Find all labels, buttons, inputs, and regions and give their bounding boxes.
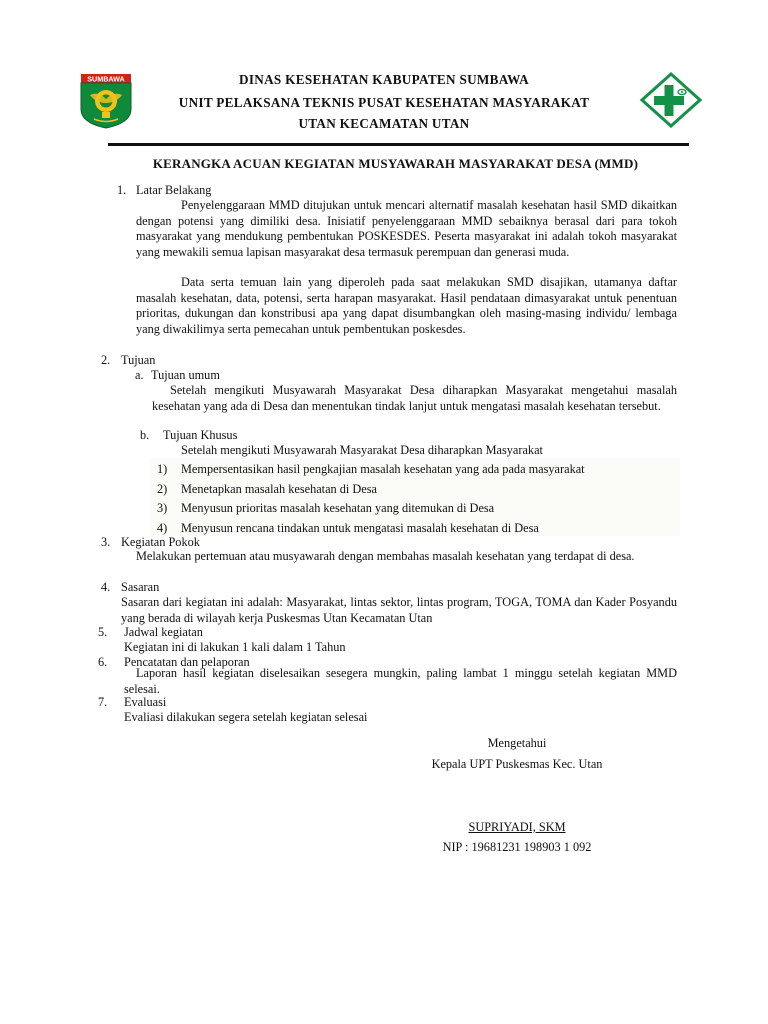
section-7-text: Evaliasi dilakukan segera setelah kegiatan selesai [124,710,368,724]
section-1-paragraph-2: Data serta temuan lain yang diperoleh pada saat melakukan SMD disajikan, utamanya daftar masalah kesehatan, data, potensi, serta harapan masyarakat. Hasil pendataan dimasyarakat untuk penentuan prioritas, dukungan dan konstribusi apa yang dapat disumbangkan oleh masing-masing individu/ lembaga yang diwakilimya serta pemecahan untuk pembentukan poskesdes. [136,275,677,336]
letterhead-rule [108,143,689,146]
objective-4-text: Menyusun rencana tindakan untuk mengatasi masalah kesehatan di Desa [181,521,539,535]
section-3-heading: Kegiatan Pokok [121,535,200,549]
letterhead-line-3: UTAN KECAMATAN UTAN [298,116,470,131]
section-5-text: Kegiatan ini di lakukan 1 kali dalam 1 Tahun [124,640,346,654]
section-2b-text: Setelah mengikuti Musyawarah Masyarakat Desa diharapkan Masyarakat [181,443,543,457]
section-3-number: 3. [101,535,111,549]
section-2-heading: Tujuan [121,353,156,367]
section-4-text: Sasaran dari kegiatan ini adalah: Masyarakat, lintas sektor, lintas program, TOGA, TOMA dan Kader Posyandu yang berada di wilayah kerja Puskesmas Utan Kecamatan Utan [121,595,677,625]
section-6-heading: Pencatatan dan pelaporan [124,655,250,669]
section-4-heading: Sasaran [121,580,160,594]
section-5-heading: Jadwal kegiatan [124,625,203,639]
letterhead-line-2: UNIT PELAKSANA TEKNIS PUSAT KESEHATAN MASYARAKAT [178,95,590,110]
section-2b-label: b. [140,428,150,442]
objective-1-text: Mempersentasikan hasil pengkajian masalah kesehatan yang ada pada masyarakat [181,462,585,476]
objective-3-number: 3) [157,501,168,515]
signature-nip: NIP : 19681231 198903 1 092 [442,840,592,854]
signature-acknowledged: Mengetahui [487,736,547,750]
objective-2-number: 2) [157,482,168,496]
section-6-text: Laporan hasil kegiatan diselesaikan sesegera mungkin, paling lambat 1 minggu setelah kegiatan MMD selesai. [124,666,677,696]
section-7-number: 7. [98,695,108,709]
objective-2-text: Menetapkan masalah kesehatan di Desa [181,482,377,496]
signature-name: SUPRIYADI, SKM [468,820,566,834]
svg-text:SUMBAWA: SUMBAWA [87,74,125,84]
section-4-number: 4. [101,580,111,594]
section-2a-label: a. [135,368,144,382]
objective-1-number: 1) [157,462,168,476]
letterhead-line-1: DINAS KESEHATAN KABUPATEN SUMBAWA [239,72,529,87]
section-7-heading: Evaluasi [124,695,167,709]
section-1-number: 1. [117,183,127,197]
section-1-heading: Latar Belakang [136,183,212,197]
objective-3-text: Menyusun prioritas masalah kesehatan yang ditemukan di Desa [181,501,495,515]
section-1-paragraph-1: Penyelenggaraan MMD ditujukan untuk mencari alternatif masalah kesehatan hasil SMD dikaitkan dengan potensi yang dimiliki desa. Inisiatif penyelenggaraan MMD sebaiknya berasal dari para tokoh masyarakat yang mendukung pembentukan POSKESDES. Peserta masyarakat ini adalah tokoh masyarakat yang mewakili semua lapisan masyarakat desa termasuk perempuan dan generasi muda. [136,198,677,259]
signature-position: Kepala UPT Puskesmas Kec. Utan [431,757,603,771]
section-2b-heading: Tujuan Khusus [163,428,238,442]
section-2-number: 2. [101,353,111,367]
section-5-number: 5. [98,625,108,639]
section-6-number: 6. [98,655,108,669]
section-2a-heading: Tujuan umum [151,368,220,382]
section-2a-text: Setelah mengikuti Musyawarah Masyarakat Desa diharapkan Masyarakat mengetahui masalah kesehatan yang ada di Desa dan menentukan tindak lanjut untuk mengatasi masalah kesehatan tersebut. [152,383,677,413]
document-title: KERANGKA ACUAN KEGIATAN MUSYAWARAH MASYARAKAT DESA (MMD) [152,156,639,171]
objective-4-number: 4) [157,521,168,535]
section-3-text: Melakukan pertemuan atau musyawarah dengan membahas masalah kesehatan yang terdapat di desa. [136,549,635,563]
